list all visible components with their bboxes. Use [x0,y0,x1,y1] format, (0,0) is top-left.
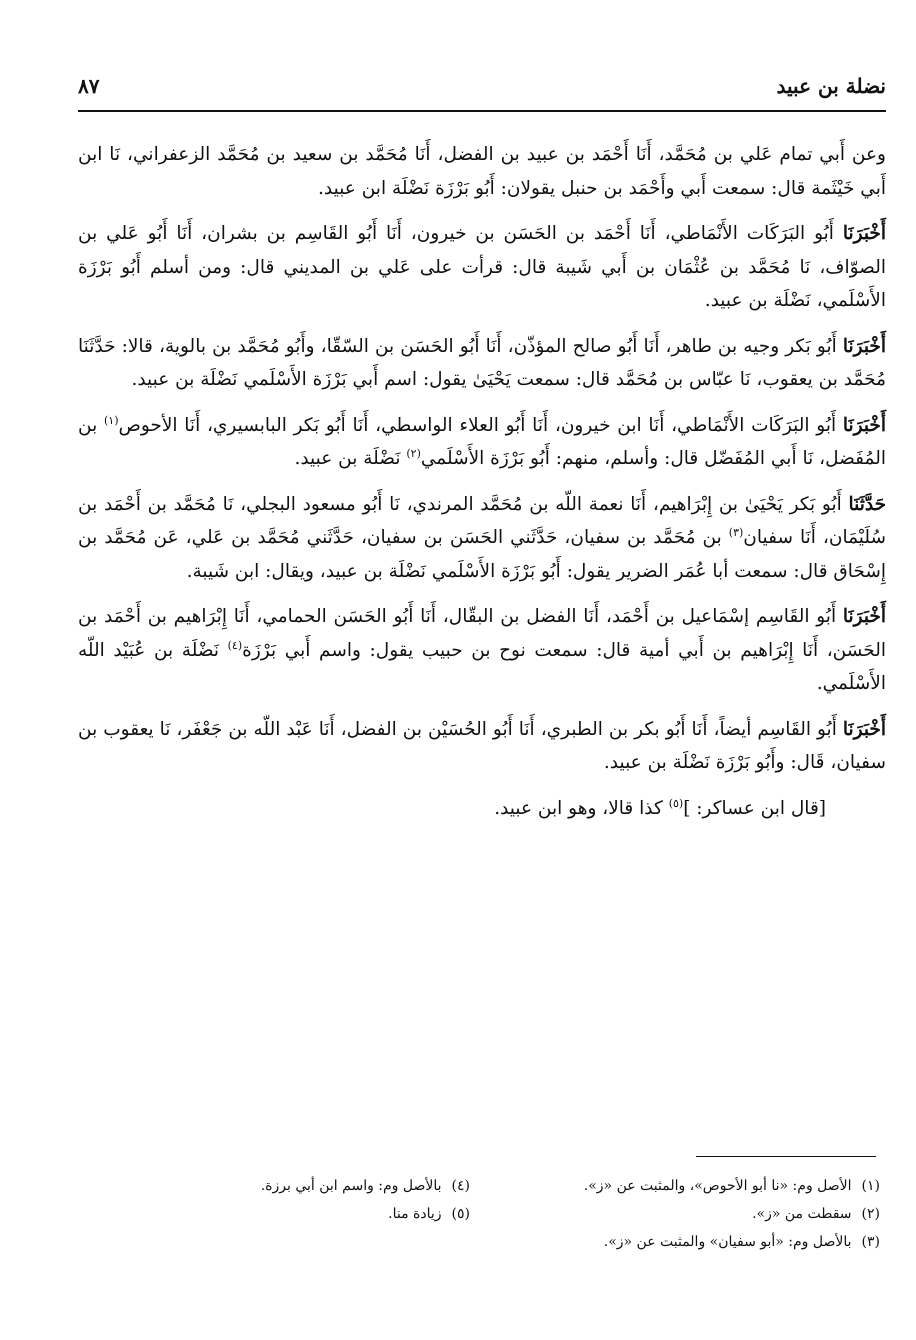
main-text [78,138,886,837]
running-header [78,70,886,106]
footnote-ref[interactable]: (٢) [406,446,421,460]
paragraph-text: نَضْلَة بن عبيد. [294,448,407,469]
footnote-number: (٢) [861,1206,880,1222]
paragraph-text: أَبُو بَكر وجيه بن طاهر، أَنَا أَبُو صالح المؤذّن، أَنَا أَبُو الحَسَن بن السّقّا، وأَبُو مُحَمَّد بن بالوية، قالا: حَدَّثَنَا مُحَمَّد بن يعقوب، نَا عبّاس بن مُحَمَّد قال: سمعت يَحْيَىٰ يقول: اسم أَبي بَرْزَة الأَسْلَمي نَضْلَة بن عبيد. [78,335,886,390]
footnote-ref[interactable]: (٤) [227,638,243,652]
paragraph-text: [قال ابن عساكر: ] [683,797,826,819]
footnote [584,1172,880,1200]
paragraph-lead: أَخْبَرَنَا [842,223,886,244]
paragraph-text: بن المُفَضل، نَا أَبي المُفَضّل قال: وأسلم، منهم: أَبُو بَرْزَة الأَسْلَمي [78,414,886,469]
paragraph [78,713,886,780]
footnote [752,1200,880,1228]
footnote-number: (٥) [451,1206,470,1222]
paragraph-text: أَبُو بَكر يَحْيَىٰ بن إِبْرَاهيم، أَنَا نعمة اللّه بن مُحَمَّد المرندي، نَا أَبُو مسعود البجلي، نَا مُحَمَّد بن أَحْمَد بن سُلَيْمَان، أَنَا سفيان [78,493,886,548]
footnote-number: (٣) [861,1234,880,1250]
paragraph [78,600,886,701]
paragraph-lead: أَخْبَرَنَا [842,718,886,740]
footnote [261,1172,470,1200]
paragraph-lead: أَخْبَرَنَا [842,335,886,357]
paragraph-lead: حَدَّثَنَا [848,493,886,515]
paragraph [78,217,886,318]
paragraph-text: أَبُو البَرَكَات الأَنْمَاطي، أَنَا ابن خيرون، أَنَا أَبُو العلاء الواسطي، أَنَا أَبُو بَكر البابسيري، أَنَا الأحوص [118,414,843,436]
footnote-text: سقطت من «ز». [752,1206,852,1222]
paragraph [78,488,886,589]
footnote [604,1228,880,1256]
footnotes [150,1172,880,1272]
footnote-ref[interactable]: (٥) [668,796,684,810]
footnote-ref[interactable]: (٣) [728,525,744,539]
page-number: ٨٧ [78,74,100,98]
footnote-text: زيادة منا. [388,1206,442,1222]
running-title: نضلة بن عبيد [776,74,886,98]
paragraph-text: أَبُو البَرَكَات الأَنْمَاطي، أَنَا أَحْمَد بن الحَسَن بن خيرون، أَنَا أَبُو القَاسِم بن بشران، أَنَا أَبُو عَلي بن الصوّاف، نَا مُحَمَّد بن عُثْمَان بن أَبي شَيبة قال: قرأت على عَلي بن المديني قال: ومن أسلم أَبُو بَرْزَة الأَسْلَمي، نَضْلَة بن عبيد. [78,223,886,311]
paragraph-text: بن مُحَمَّد بن سفيان، حَدَّثَني الحَسَن بن سفيان، حَدَّثَني مُحَمَّد بن عَلي، عَن مُحَمَّد بن إِسْحَاق قال: سمعت أبا عُمَر الضرير يقول: أَبُو بَرْزَة الأَسْلَمي نَضْلَة بن عبيد، ويقال: ابن شَيبة. [78,527,886,582]
paragraph-text: نَضْلَة بن عُبَيْد اللّه الأَسْلَمي. [78,639,886,694]
paragraph [78,409,886,476]
footnote-rule [696,1156,876,1157]
footnote-ref[interactable]: (١) [103,413,119,427]
paragraph [78,138,886,205]
header-rule [78,110,886,112]
paragraph [78,330,886,397]
paragraph-lead: أَخْبَرَنَا [842,414,887,436]
footnote-text: بالأصل وم: «أبو سفيان» والمثبت عن «ز». [603,1234,852,1250]
paragraph-text: كذا قالا، وهو ابن عبيد. [494,797,669,819]
footnote-number: (٤) [451,1178,470,1194]
footnote-text: بالأصل وم: واسم ابن أبي برزة. [260,1178,442,1194]
footnote-text: الأصل وم: «نا أبو الأحوص»، والمثبت عن «ز». [583,1178,852,1194]
paragraph-text: أَبُو القَاسِم أيضاً، أَنَا أَبُو بكر بن الطبري، أَنَا أَبُو الحُسَيْن بن الفضل، أَنَا عَبْد اللّه بن جَعْفَر، نَا يعقوب بن سفيان، قَال: وأَبُو بَرْزَة نَضْلَة بن عبيد. [78,718,886,773]
paragraph-lead: أَخْبَرَنَا [842,606,886,627]
footnote-number: (١) [861,1178,880,1194]
footnote [388,1200,470,1228]
paragraph-text: وعن أَبي تمام عَلي بن مُحَمَّد، أَنَا أَحْمَد بن عبيد بن الفضل، أَنَا مُحَمَّد بن سعيد بن مُحَمَّد الزعفراني، نَا ابن أَبي خَيْثَمة قال: سمعت أَبي وأَحْمَد بن حنبل يقولان: أَبُو بَرْزَة نَضْلَة ابن عبيد. [78,144,886,199]
paragraph-text: أَبُو القَاسِم إسْمَاعيل بن أَحْمَد، أَنَا الفضل بن البقّال، أَنَا أَبُو الحَسَن الحمامي، أَنَا إِبْرَاهيم بن أَحْمَد بن الحَسَن، أَنَا إِبْرَاهيم بن أَبي أمية قال: سمعت نوح بن حبيب يقول: واسم أَبي بَرْزَة [78,606,886,661]
paragraph [78,792,886,826]
